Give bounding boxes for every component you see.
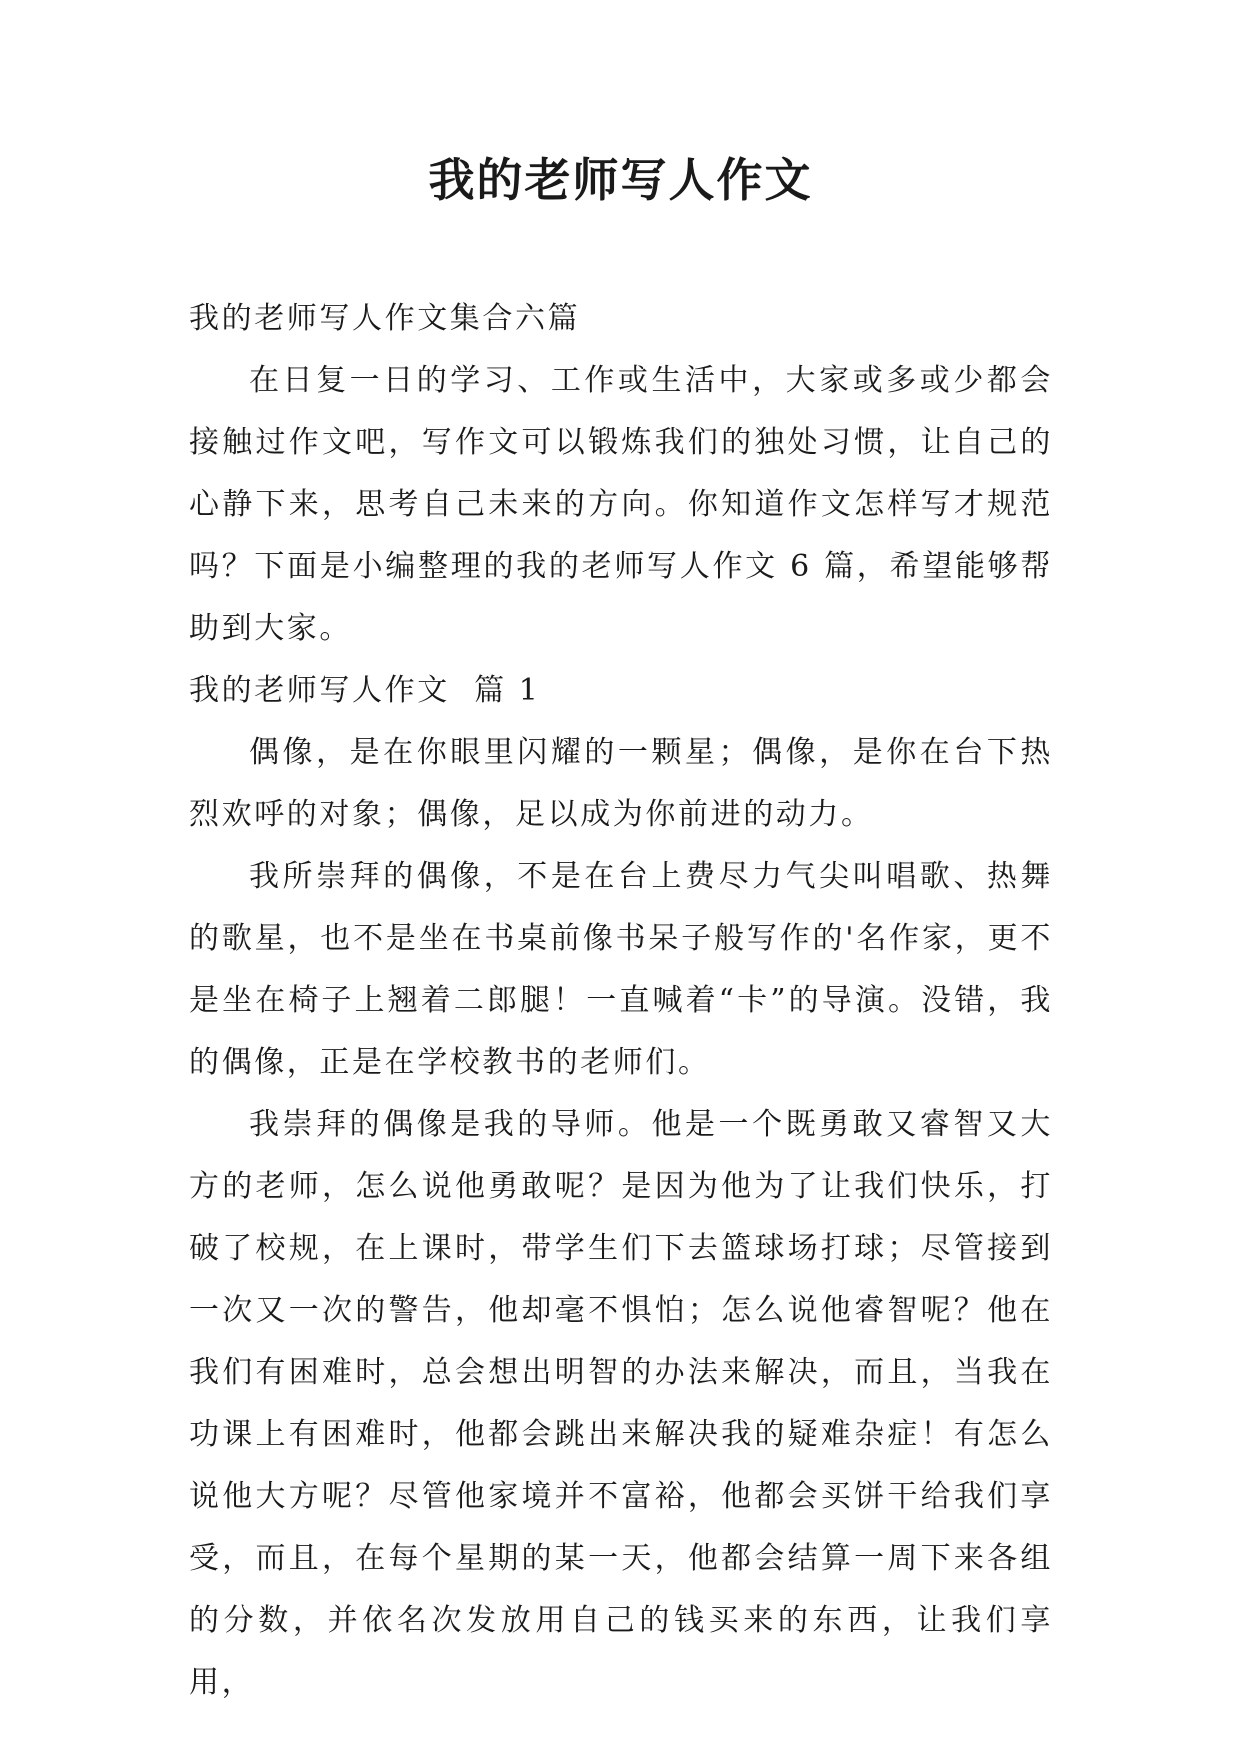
collection-heading: 我的老师写人作文集合六篇: [189, 301, 581, 336]
essay-1-paragraph-2: 我所崇拜的偶像，不是在台上费尽力气尖叫唱歌、热舞的歌星，也不是坐在书桌前像书呆子般写作的'名作家，更不是坐在椅子上翘着二郎腿！一直喊着“卡”的导演。没错，我的偶像，正是在学校教书的老师们。: [189, 859, 1053, 1080]
essay-1-paragraph-1: 偶像，是在你眼里闪耀的一颗星；偶像，是你在台下热烈欢呼的对象；偶像，足以成为你前进的动力。: [189, 735, 1053, 832]
essay-1-paragraph-3: 我崇拜的偶像是我的导师。他是一个既勇敢又睿智又大方的老师，怎么说他勇敢呢？是因为他为了让我们快乐，打破了校规，在上课时，带学生们下去篮球场打球；尽管接到一次又一次的警告，他却毫不惧怕；怎么说他睿智呢？他在我们有困难时，总会想出明智的办法来解决，而且，当我在功课上有困难时，他都会跳出来解决我的疑难杂症！有怎么说他大方呢？尽管他家境并不富裕，他都会买饼干给我们享受，而且，在每个星期的某一天，他都会结算一周下来各组的分数，并依名次发放用自己的钱买来的东西，让我们享用，: [189, 1107, 1053, 1700]
essay-1-heading: 我的老师写人作文 篇 1: [189, 673, 541, 708]
intro-paragraph: 在日复一日的学习、工作或生活中，大家或多或少都会接触过作文吧，写作文可以锻炼我们的独处习惯，让自己的心静下来，思考自己未来的方向。你知道作文怎样写才规范吗？下面是小编整理的我的老师写人作文 6 篇，希望能够帮助到大家。: [189, 363, 1053, 646]
document-body: [189, 288, 1053, 1714]
document-title: 我的老师写人作文: [428, 153, 813, 207]
